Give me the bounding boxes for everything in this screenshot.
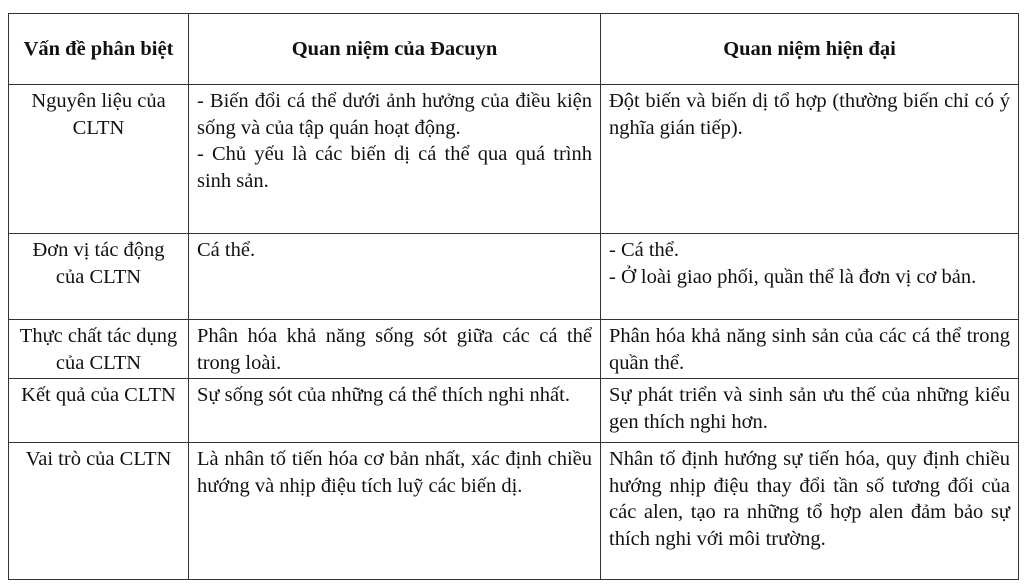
darwin-view [189,379,601,443]
table-row [9,320,1019,379]
darwin-view-line: - Biến đổi cá thể dưới ảnh hưởng của điều kiện sống và của tập quán hoạt động. [197,90,592,139]
darwin-view [189,320,601,379]
header-row [9,14,1019,85]
modern-view-line: - Cá thể. [609,239,680,261]
comparison-table [8,13,1019,580]
darwin-view [189,85,601,234]
darwin-view-line: - Chủ yếu là các biến dị cá thể qua quá trình sinh sản. [197,143,592,192]
darwin-view-line: Sự sống sót của những cá thể thích nghi nhất. [197,384,570,406]
header-darwin: Quan niệm của Đacuyn [189,14,601,85]
darwin-view-line: Cá thể. [197,239,256,261]
darwin-view-line: Là nhân tố tiến hóa cơ bản nhất, xác định chiều hướng và nhịp điệu tích luỹ các biến dị. [197,448,592,497]
table-row [9,443,1019,580]
darwin-view [189,443,601,580]
header-issue: Vấn đề phân biệt [9,14,189,85]
table-row [9,379,1019,443]
modern-view [601,234,1019,320]
row-issue: Vai trò của CLTN [9,443,189,580]
table-row [9,234,1019,320]
modern-view [601,320,1019,379]
modern-view [601,443,1019,580]
modern-view [601,379,1019,443]
table-row [9,85,1019,234]
modern-view-line: Nhân tố định hướng sự tiến hóa, quy định chiều hướng nhịp điệu thay đổi tần số tương đối của các alen, tạo ra những tổ hợp alen đảm bảo sự thích nghi với môi trường. [609,448,1010,550]
modern-view-line: Phân hóa khả năng sinh sản của các cá thể trong quần thể. [609,325,1010,374]
cropped-caption [0,0,1024,12]
modern-view-line: Sự phát triển và sinh sản ưu thế của những kiểu gen thích nghi hơn. [609,384,1010,433]
darwin-view [189,234,601,320]
row-issue: Đơn vị tác động của CLTN [9,234,189,320]
header-modern: Quan niệm hiện đại [601,14,1019,85]
modern-view-line: Đột biến và biến dị tổ hợp (thường biến chỉ có ý nghĩa gián tiếp). [609,90,1010,139]
modern-view-line: - Ở loài giao phối, quần thể là đơn vị cơ bản. [609,265,977,288]
row-issue: Kết quả của CLTN [9,379,189,443]
row-issue: Nguyên liệu của CLTN [9,85,189,234]
row-issue: Thực chất tác dụng của CLTN [9,320,189,379]
modern-view [601,85,1019,234]
darwin-view-line: Phân hóa khả năng sống sót giữa các cá thể trong loài. [197,325,592,374]
